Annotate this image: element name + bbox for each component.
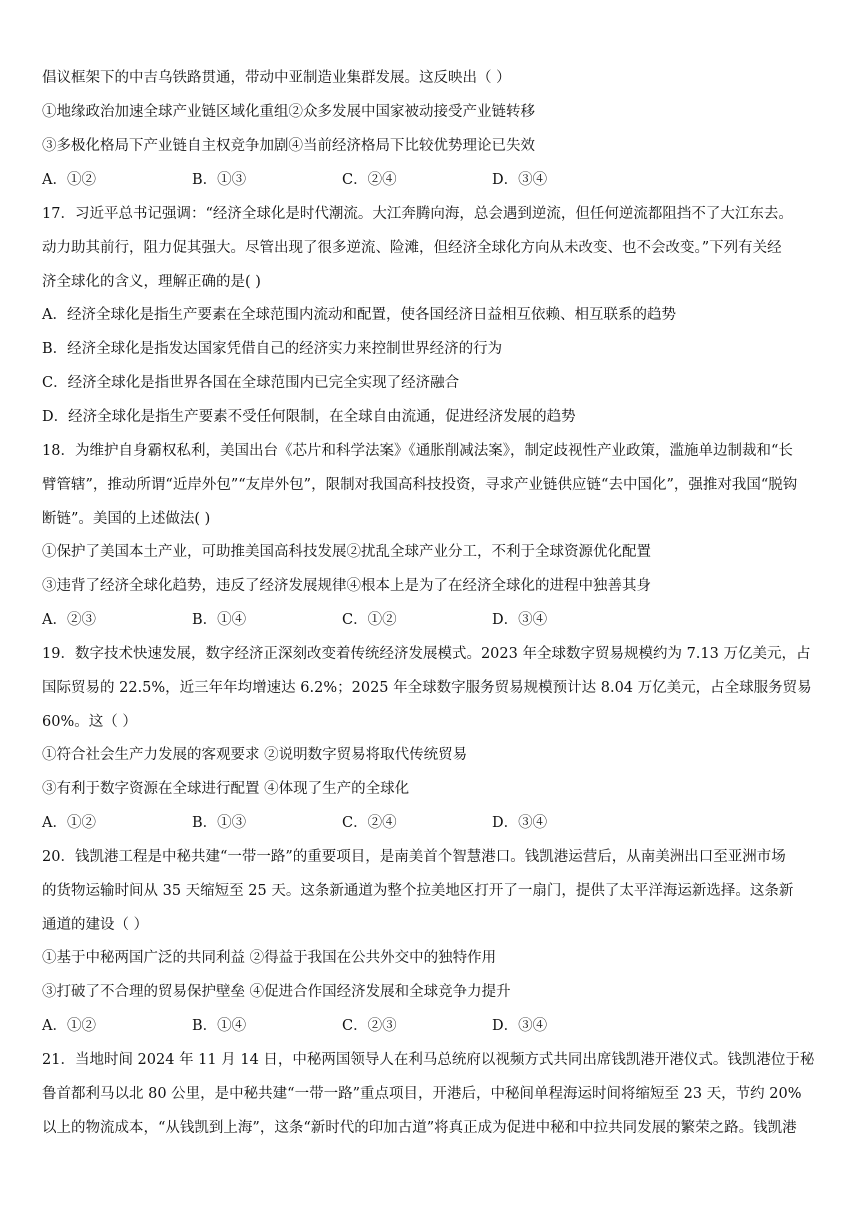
q18-item-1: ①保护了美国本土产业，可助推美国高科技发展②扰乱全球产业分工，不利于全球资源优化配置 bbox=[42, 544, 651, 560]
q19-stem-line-3: 60%。这（ ） bbox=[42, 714, 137, 730]
q17-option-a: A．经济全球化是指生产要素在全球范围内流动和配置，使各国经济日益相互依赖、相互联系的趋势 bbox=[42, 307, 676, 323]
q18-item-2: ③违背了经济全球化趋势，违反了经济发展规律④根本上是为了在经济全球化的进程中独善其身 bbox=[42, 578, 651, 594]
q20-option-b: B．①④ bbox=[192, 1018, 247, 1034]
q20-item-2: ③打破了不合理的贸易保护壁垒 ④促进合作国经济发展和全球竞争力提升 bbox=[42, 984, 511, 1000]
q16-options bbox=[42, 170, 682, 190]
q19-stem-line-2: 国际贸易的 22.5%，近三年年均增速达 6.2%；2025 年全球数字服务贸易规模预计达 8.04 万亿美元，占全球服务贸易 bbox=[42, 680, 812, 696]
q19-option-c: C．②④ bbox=[342, 815, 397, 831]
q20-option-d: D．③④ bbox=[492, 1018, 548, 1034]
q17-option-c: C．经济全球化是指世界各国在全球范围内已完全实现了经济融合 bbox=[42, 375, 460, 391]
q21-stem-line-1: 21．当地时间 2024 年 11 月 14 日，中秘两国领导人在利马总统府以视频方式共同出席钱凯港开港仪式。钱凯港位于秘 bbox=[42, 1052, 815, 1068]
q18-stem-line-1: 18．为维护自身霸权私利，美国出台《芯片和科学法案》《通胀削减法案》，制定歧视性产业政策，滥施单边制裁和“长 bbox=[42, 443, 793, 459]
q16-option-b: B．①③ bbox=[192, 172, 247, 188]
q19-options bbox=[42, 813, 682, 833]
q20-stem-line-1: 20．钱凯港工程是中秘共建“一带一路”的重要项目，是南美首个智慧港口。钱凯港运营后，从南美洲出口至亚洲市场 bbox=[42, 849, 786, 865]
q17-stem-line-1: 17．习近平总书记强调：“经济全球化是时代潮流。大江奔腾向海，总会遇到逆流，但任何逆流都阻挡不了大江东去。 bbox=[42, 206, 793, 222]
q16-item-1: ①地缘政治加速全球产业链区域化重组②众多发展中国家被动接受产业链转移 bbox=[42, 104, 535, 120]
q18-stem-line-3: 断链”。美国的上述做法( ) bbox=[42, 511, 211, 527]
q19-item-2: ③有利于数字资源在全球进行配置 ④体现了生产的全球化 bbox=[42, 781, 410, 797]
q20-item-1: ①基于中秘两国广泛的共同利益 ②得益于我国在公共外交中的独特作用 bbox=[42, 950, 497, 966]
q16-stem-tail: 倡议框架下的中吉乌铁路贯通，带动中亚制造业集群发展。这反映出（ ） bbox=[42, 70, 511, 86]
q20-option-c: C．②③ bbox=[342, 1018, 397, 1034]
q16-option-c: C．②④ bbox=[342, 172, 397, 188]
q21-stem-line-2: 鲁首都利马以北 80 公里，是中秘共建“一带一路”重点项目，开港后，中秘间单程海运时间将缩短至 23 天，节约 20% bbox=[42, 1086, 802, 1102]
q19-option-d: D．③④ bbox=[492, 815, 548, 831]
q16-option-d: D．③④ bbox=[492, 172, 548, 188]
q18-options bbox=[42, 610, 682, 630]
q19-option-b: B．①③ bbox=[192, 815, 247, 831]
q18-option-d: D．③④ bbox=[492, 612, 548, 628]
q17-option-b: B．经济全球化是指发达国家凭借自己的经济实力来控制世界经济的行为 bbox=[42, 341, 503, 357]
q18-option-a: A．②③ bbox=[42, 612, 96, 628]
q19-item-1: ①符合社会生产力发展的客观要求 ②说明数字贸易将取代传统贸易 bbox=[42, 747, 468, 763]
q19-stem-line-1: 19．数字技术快速发展，数字经济正深刻改变着传统经济发展模式。2023 年全球数字贸易规模约为 7.13 万亿美元，占 bbox=[42, 646, 811, 662]
q20-stem-line-3: 通道的建设（ ） bbox=[42, 917, 149, 933]
q19-option-a: A．①② bbox=[42, 815, 96, 831]
q17-stem-line-3: 济全球化的含义，理解正确的是( ) bbox=[42, 274, 261, 290]
q16-item-2: ③多极化格局下产业链自主权竞争加剧④当前经济格局下比较优势理论已失效 bbox=[42, 138, 535, 154]
q18-option-b: B．①④ bbox=[192, 612, 247, 628]
q18-option-c: C．①② bbox=[342, 612, 397, 628]
q20-stem-line-2: 的货物运输时间从 35 天缩短至 25 天。这条新通道为整个拉美地区打开了一扇门，提供了太平洋海运新选择。这条新 bbox=[42, 883, 794, 899]
q20-options bbox=[42, 1016, 682, 1036]
q17-stem-line-2: 动力助其前行，阻力促其强大。尽管出现了很多逆流、险滩，但经济全球化方向从未改变、也不会改变。”下列有关经 bbox=[42, 240, 782, 256]
q17-option-d: D．经济全球化是指生产要素不受任何限制，在全球自由流通，促进经济发展的趋势 bbox=[42, 409, 576, 425]
q18-stem-line-2: 臂管辖”，推动所谓“近岸外包”“友岸外包”，限制对我国高科技投资，寻求产业链供应链“去中国化”，强推对我国“脱钩 bbox=[42, 477, 798, 493]
q20-option-a: A．①② bbox=[42, 1018, 96, 1034]
q16-option-a: A．①② bbox=[42, 172, 96, 188]
q21-stem-line-3: 以上的物流成本，“从钱凯到上海”，这条“新时代的印加古道”将真正成为促进中秘和中拉共同发展的繁荣之路。钱凯港 bbox=[42, 1120, 797, 1136]
